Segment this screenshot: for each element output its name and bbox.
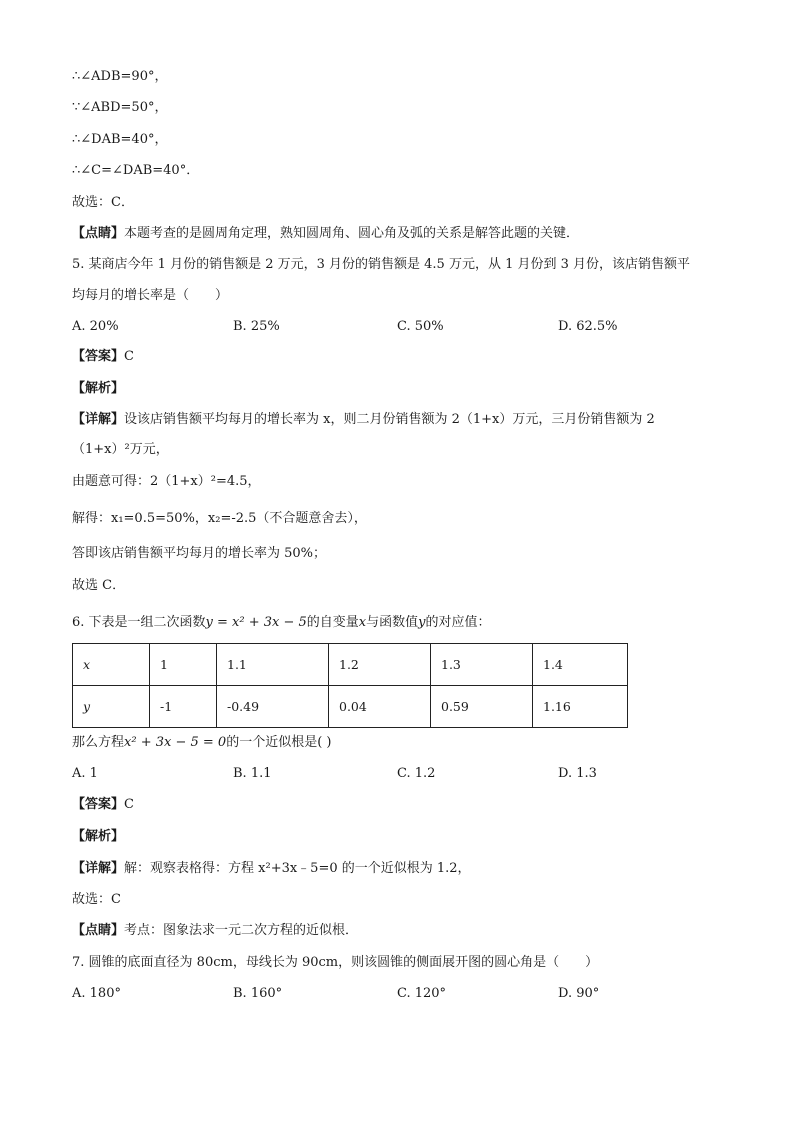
- table-cell-y5: 1.16: [533, 686, 628, 728]
- q6-stem-post: 的对应值：: [425, 615, 491, 630]
- q6-stem: [72, 614, 491, 632]
- q5-option-a: A. 20%: [72, 319, 119, 334]
- table-cell-x5: 1.4: [533, 644, 628, 686]
- table-header-x: x: [73, 644, 150, 686]
- q5-conclusion-line: 答即该店销售额平均每月的增长率为 50%；: [72, 546, 327, 561]
- q6-stem-x: x: [358, 615, 367, 630]
- q6-choose-line: 故选：C: [72, 892, 121, 907]
- q6-option-a: A. 1: [72, 766, 98, 781]
- q5-answer-tag: 【答案】: [72, 349, 125, 364]
- q6-question: [72, 734, 331, 752]
- q5-detail-tag: 【详解】: [72, 412, 125, 427]
- q7-option-c: C. 120°: [397, 986, 447, 1001]
- q5-detail-line1: [72, 411, 655, 429]
- q6-option-c: C. 1.2: [397, 766, 436, 781]
- table-cell-x3: 1.2: [329, 644, 431, 686]
- table-cell-x2: 1.1: [217, 644, 329, 686]
- q6-question-equation: x² + 3x − 5 = 0: [124, 735, 227, 750]
- q5-answer-line: [72, 348, 134, 366]
- q6-note-text: 考点：图象法求一元二次方程的近似根．: [124, 923, 359, 938]
- q6-answer-tag: 【答案】: [72, 797, 125, 812]
- table-row-y: [73, 686, 628, 728]
- comment-text: 本题考查的是圆周角定理，熟知圆周角、圆心角及弧的关系是解答此题的关键．: [124, 226, 580, 241]
- comment-line: [72, 225, 579, 243]
- q6-detail-line: [72, 860, 471, 878]
- q6-stem-mid: 的自变量: [306, 615, 359, 630]
- q5-solve-line: 解得：x₁=0.5=50%，x₂=-2.5（不合题意舍去），: [72, 511, 367, 526]
- q5-detail-text1: 设该店销售额平均每月的增长率为 x，则二月份销售额为 2（1+x）万元，三月份销售额为 2: [124, 412, 655, 427]
- solution-line-abd: ∵∠ABD=50°，: [72, 100, 168, 115]
- q5-equation-line: 由题意可得：2（1+x）²=4.5，: [72, 474, 261, 489]
- q7-stem: 7. 圆锥的底面直径为 80cm，母线长为 90cm，则该圆锥的侧面展开图的圆心角是（ ）: [72, 955, 599, 970]
- table-cell-x4: 1.3: [431, 644, 533, 686]
- table-cell-x1: 1: [150, 644, 217, 686]
- q5-choose-line: 故选 C．: [72, 578, 126, 593]
- table-row-x: [73, 644, 628, 686]
- q6-detail-text: 解：观察表格得：方程 x²+3x﹣5=0 的一个近似根为 1.2，: [124, 861, 471, 876]
- q5-stem-line1: 5. 某商店今年 1 月份的销售额是 2 万元，3 月份的销售额是 4.5 万元，从 1 月份到 3 月份，该店销售额平: [72, 257, 691, 272]
- q6-question-pre: 那么方程: [72, 735, 125, 750]
- solution-line-c: ∴∠C=∠DAB=40°．: [72, 163, 200, 178]
- choice-line: 故选：C．: [72, 195, 134, 210]
- q5-option-d: D. 62.5%: [558, 319, 618, 334]
- table-header-y: y: [73, 686, 150, 728]
- q6-stem-pre: 6. 下表是一组二次函数: [72, 615, 206, 630]
- q5-option-b: B. 25%: [233, 319, 280, 334]
- q6-note-line: [72, 922, 358, 940]
- q6-option-d: D. 1.3: [558, 766, 597, 781]
- table-cell-y4: 0.59: [431, 686, 533, 728]
- q6-option-b: B. 1.1: [233, 766, 272, 781]
- q6-detail-tag: 【详解】: [72, 861, 125, 876]
- q5-option-c: C. 50%: [397, 319, 444, 334]
- q6-note-tag: 【点睛】: [72, 923, 125, 938]
- table-cell-y1: -1: [150, 686, 217, 728]
- q5-detail-line2: （1+x）²万元，: [72, 442, 169, 457]
- q5-analysis-tag: 【解析】: [72, 381, 125, 396]
- table-cell-y3: 0.04: [329, 686, 431, 728]
- q5-answer: C: [124, 349, 134, 364]
- q6-stem-mid2: 与函数值: [366, 615, 419, 630]
- comment-tag: 【点睛】: [72, 226, 125, 241]
- q7-option-b: B. 160°: [233, 986, 283, 1001]
- solution-line-dab: ∴∠DAB=40°，: [72, 132, 168, 147]
- q7-option-a: A. 180°: [72, 986, 121, 1001]
- q6-answer: C: [124, 797, 134, 812]
- q6-stem-y: y: [418, 615, 426, 630]
- solution-line-adb: ∴∠ADB=90°，: [72, 69, 168, 84]
- q6-stem-function: y = x² + 3x − 5: [205, 615, 307, 630]
- q6-question-post: 的一个近似根是( ): [226, 735, 332, 750]
- q6-analysis-tag: 【解析】: [72, 829, 125, 844]
- q5-stem-line2: 均每月的增长率是（ ）: [72, 288, 229, 303]
- q6-answer-line: [72, 796, 134, 814]
- table-cell-y2: -0.49: [217, 686, 329, 728]
- q6-value-table: [72, 643, 628, 728]
- q7-option-d: D. 90°: [558, 986, 600, 1001]
